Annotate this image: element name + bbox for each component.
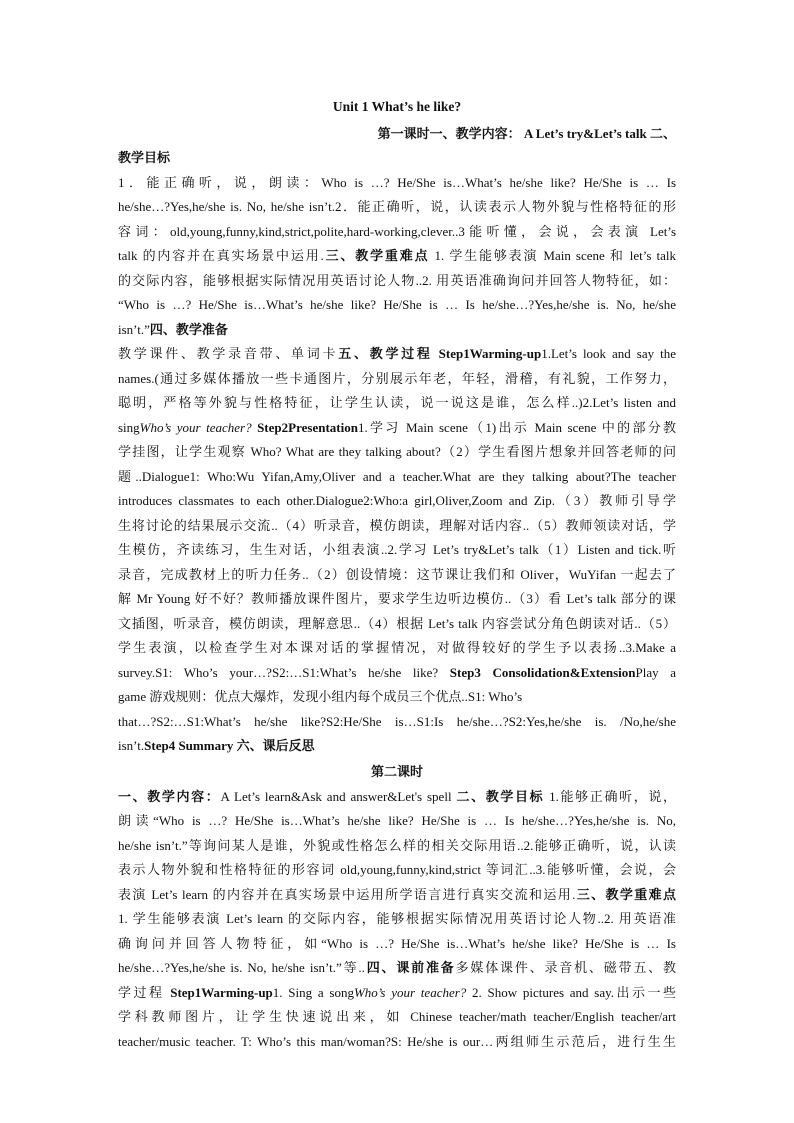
text-line: 1. 学生能够表演 Let’s learn 的交际内容，能够根据实际情况用英语讨论人物..2. 用英语准 bbox=[118, 911, 676, 926]
section-heading: 一、教学内容： bbox=[118, 788, 221, 804]
text-line: 文插图，听录音，模仿朗读，理解意思..（4）根据 Let’s talk 内容尝试分角色朗读对话..（5） bbox=[118, 615, 676, 631]
text-span: isn’t.” bbox=[118, 321, 150, 337]
text-span: 1.学习 Main scene（1)出示 Main scene 中的部分教 bbox=[357, 419, 676, 435]
song-title: Who’s your teacher? bbox=[139, 419, 252, 435]
text-line bbox=[118, 883, 676, 908]
lesson1-goal-heading: 教学目标 bbox=[118, 150, 171, 165]
text-line: he/she…?Yes,he/she is. No, he/she isn’t.2．能正确听，说，认读表示人物外貌与性格特征的形 bbox=[118, 199, 676, 214]
lesson1-heading: 第一课时一、教学内容： A Let’s try&Let’s talk bbox=[377, 126, 647, 141]
text-line: 学生表演，以检查学生对本课对话的掌握情况，对做得较好的学生予以表扬..3.Make a bbox=[118, 640, 676, 655]
text-line bbox=[118, 244, 676, 269]
text-line: 学挂图，让学生观察 Who? What are they talking about?（2）学生看图片想象并回答老师的问 bbox=[118, 444, 676, 459]
step-heading: Step1Warming-up bbox=[170, 984, 273, 1000]
text-span: talk 的内容并在真实场景中运用. bbox=[118, 248, 324, 263]
document-title: Unit 1 What’s he like? bbox=[332, 99, 462, 114]
text-line: he/she isn’t.”等询问某人是谁，外貌或性格怎么样的相关交际用语..2.能够正确听，说，认读 bbox=[118, 837, 676, 853]
text-line: 容词：old,young,funny,kind,strict,polite,hard-working,clever..3能听懂，会说，会表演 Let’s bbox=[118, 223, 676, 239]
text-span: Play a bbox=[635, 664, 676, 680]
text-line: 朗读“Who is …? He/She is…What’s he/she like? He/She is … Is he/she…?Yes,he/she is. No, bbox=[118, 813, 676, 828]
text-span: 多媒体课件、录音机、磁带五、教 bbox=[455, 960, 676, 975]
text-span: 教学课件、教学录音带、单词卡 bbox=[118, 346, 339, 361]
text-line: 生将讨论的结果展示交流..（4）听录音，模仿朗读，理解对话内容..（5）教师领读对话，学 bbox=[118, 517, 676, 533]
text-span: 1. 学生能够表演 Main scene 和 let’s talk bbox=[429, 248, 676, 263]
text-line: 录音，完成教材上的听力任务..（2）创设情境：这节课让我们和 Oliver，WuYifan 一起去了 bbox=[118, 566, 676, 582]
text-line: 学科教师图片，让学生快速说出来，如 Chinese teacher/math teacher/English teacher/art bbox=[118, 1009, 676, 1024]
text-span: A Let’s learn&Ask and answer&Let's spell bbox=[220, 788, 457, 804]
lesson1-heading-tail: 二、 bbox=[649, 126, 676, 141]
text-line: 解 Mr Young 好不好？教师播放课件图片，要求学生边听边模仿..（3）看 Let’s talk 部分的课 bbox=[118, 591, 676, 606]
text-span: 1.能够正确听，说， bbox=[544, 788, 676, 804]
section-heading: 五、教学过程 Step1Warming-up bbox=[338, 346, 542, 361]
text-line bbox=[118, 734, 676, 759]
section-heading: 四、课前准备 bbox=[364, 960, 456, 975]
text-line bbox=[118, 318, 676, 343]
text-line bbox=[118, 416, 676, 441]
text-line bbox=[118, 342, 676, 367]
text-line: “Who is …? He/She is…What’s he/she like? He/She is … Is he/she…?Yes,he/she is. No, he/she bbox=[118, 297, 676, 312]
text-line: 表示人物外貌和性格特征的形容词 old,young,funny,kind,strict 等词汇..3.能够听懂，会说，会 bbox=[118, 862, 676, 877]
lesson1-heading-line bbox=[118, 122, 676, 146]
text-span: sing bbox=[118, 419, 140, 435]
lesson2-heading: 第二课时 bbox=[370, 763, 423, 779]
section-heading: 三、教学重难点 bbox=[575, 886, 676, 902]
section-heading: 四、教学准备 bbox=[149, 321, 228, 337]
text-span: 1. Sing a song bbox=[272, 984, 354, 1000]
text-span: isn’t. bbox=[118, 738, 145, 753]
step-heading: Step3 Consolidation&Extension bbox=[449, 664, 636, 680]
text-line: 聪明，严格等外貌与性格特征，让学生认读，说一说这是谁，怎么样..)2.Let’s listen and bbox=[118, 395, 676, 410]
text-span: he/she…?Yes,he/she is. No, he/she isn’t.”等.. bbox=[118, 960, 365, 975]
text-line: 确询问并回答人物特征，如“Who is …? He/She is…What’s he/she like? He/She is … Is bbox=[118, 935, 676, 951]
section-heading: 二、教学目标 bbox=[456, 788, 545, 804]
text-line bbox=[118, 661, 676, 686]
document-page bbox=[118, 92, 676, 1054]
text-line: 的交际内容，能够根据实际情况用英语讨论人物..2. 用英语准确询问并回答人物特征，如： bbox=[118, 272, 676, 288]
text-line: names.(通过多媒体播放一些卡通图片，分别展示年老，年轻，滑稽，有礼貌，工作努力， bbox=[118, 370, 676, 386]
text-line: 题..Dialogue1: Who:Wu Yifan,Amy,Oliver and a teacher.What are they talking about?The teacher bbox=[118, 468, 676, 484]
section-heading: 三、教学重难点 bbox=[323, 248, 430, 263]
text-span: 学过程 bbox=[118, 984, 171, 1000]
song-title: Who’s your teacher? bbox=[353, 984, 467, 1000]
text-line bbox=[118, 981, 676, 1006]
text-line bbox=[118, 956, 676, 981]
text-span: 表演 Let’s learn 的内容并在真实场景中运用所学语言进行真实交流和运用. bbox=[118, 886, 576, 902]
text-span: 1.Let’s look and say the bbox=[541, 346, 676, 361]
text-line: game 游戏规则：优点大爆炸，发现小组内每个成员三个优点..S1: Who’s bbox=[118, 689, 523, 704]
text-line bbox=[118, 785, 676, 810]
text-span: 2. Show pictures and say.出示一些 bbox=[466, 984, 676, 1000]
step-heading: Step4 Summary 六、课后反思 bbox=[144, 738, 315, 753]
text-span: survey.S1: Who’s your…?S2:…S1:What’s he/she like? bbox=[118, 664, 450, 680]
text-line: 1．能正确听，说，朗读：Who is …? He/She is…What’s he/she like? He/She is … Is bbox=[118, 174, 676, 190]
text-line: 生模仿，齐读练习，生生对话，小组表演..2.学习 Let’s try&Let’s talk（1）Listen and tick.听 bbox=[118, 542, 676, 557]
text-line: that…?S2:…S1:What’s he/she like?S2:He/She is…S1:Is he/she…?S2:Yes,he/she is. /No,he/she bbox=[118, 713, 676, 729]
step-heading: Step2Presentation bbox=[251, 419, 358, 435]
text-line: introduces classmates to each other.Dialogue2:Who:a girl,Oliver,Zoom and Zip.（3）教师引导学 bbox=[118, 493, 676, 508]
text-line: teacher/music teacher. T: Who’s this man/woman?S: He/she is our…两组师生示范后，进行生生 bbox=[118, 1033, 676, 1049]
